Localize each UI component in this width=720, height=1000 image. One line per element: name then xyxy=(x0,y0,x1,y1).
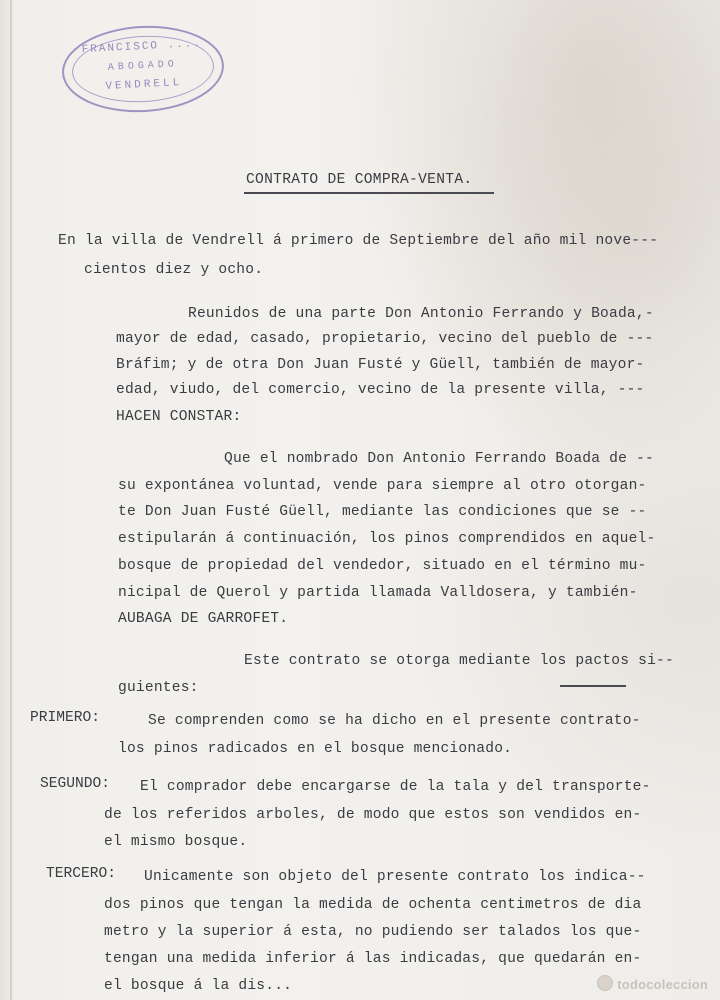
text-line: metro y la superior á esta, no pudiendo ser talados los que- xyxy=(104,924,642,940)
lawyer-stamp xyxy=(60,22,226,116)
text-line: mayor de edad, casado, propietario, vecino del pueblo de --- xyxy=(116,331,654,347)
text-line: bosque de propiedad del vendedor, situado en el término mu- xyxy=(118,558,647,574)
text-line: tengan una medida inferior á las indicadas, que quedarán en- xyxy=(104,951,642,967)
text-line: Se comprenden como se ha dicho en el presente contrato- xyxy=(148,713,641,729)
text-line: Unicamente son objeto del presente contrato los indica-- xyxy=(144,869,646,885)
clause-label-tercero: TERCERO: xyxy=(46,866,117,882)
stamp-profession: ABOGADO xyxy=(107,59,179,74)
text-line: nicipal de Querol y partida llamada Valldosera, y también- xyxy=(118,585,638,601)
text-line: guientes: xyxy=(118,680,199,696)
document-title: CONTRATO DE COMPRA-VENTA. xyxy=(246,172,473,188)
watermark-logo-icon xyxy=(597,975,613,991)
text-line: estipularán á continuación, los pinos comprendidos en aquel- xyxy=(118,531,656,547)
clause-label-segundo: SEGUNDO: xyxy=(40,776,111,792)
pactos-underline xyxy=(560,685,626,687)
title-underline xyxy=(244,192,494,194)
text-line: dos pinos que tengan la medida de ochenta centimetros de dia xyxy=(104,897,642,913)
text-line: edad, viudo, del comercio, vecino de la presente villa, --- xyxy=(116,382,645,398)
text-line: Este contrato se otorga mediante los pactos si-- xyxy=(244,653,674,669)
page-fold xyxy=(10,0,12,1000)
text-line: te Don Juan Fusté Güell, mediante las condiciones que se -- xyxy=(118,504,647,520)
text-line: su expontánea voluntad, vende para siempre al otro otorgan- xyxy=(118,478,647,494)
text-line: HACEN CONSTAR: xyxy=(116,409,242,425)
clause-label-primero: PRIMERO: xyxy=(30,710,101,726)
text-line: los pinos radicados en el bosque mencionado. xyxy=(118,741,513,757)
text-line: el bosque á la dis... xyxy=(104,978,293,994)
text-line: AUBAGA DE GARROFET. xyxy=(118,611,289,627)
text-line: Reunidos de una parte Don Antonio Ferrando y Boada,- xyxy=(188,306,654,322)
site-watermark xyxy=(597,975,708,992)
stamp-name: FRANCISCO .... xyxy=(81,37,203,57)
text-line: En la villa de Vendrell á primero de Septiembre del año mil nove--- xyxy=(58,233,659,249)
stamp-town: VENDRELL xyxy=(105,76,183,93)
text-line: de los referidos arboles, de modo que estos son vendidos en- xyxy=(104,807,642,823)
text-line: Que el nombrado Don Antonio Ferrando Boada de -- xyxy=(224,451,654,467)
text-line: El comprador debe encargarse de la tala y del transporte- xyxy=(140,779,651,795)
text-line: cientos diez y ocho. xyxy=(84,262,264,278)
text-line: el mismo bosque. xyxy=(104,834,248,850)
text-line: Bráfim; y de otra Don Juan Fusté y Güell, también de mayor- xyxy=(116,357,645,373)
watermark-text: todocoleccion xyxy=(617,977,708,992)
